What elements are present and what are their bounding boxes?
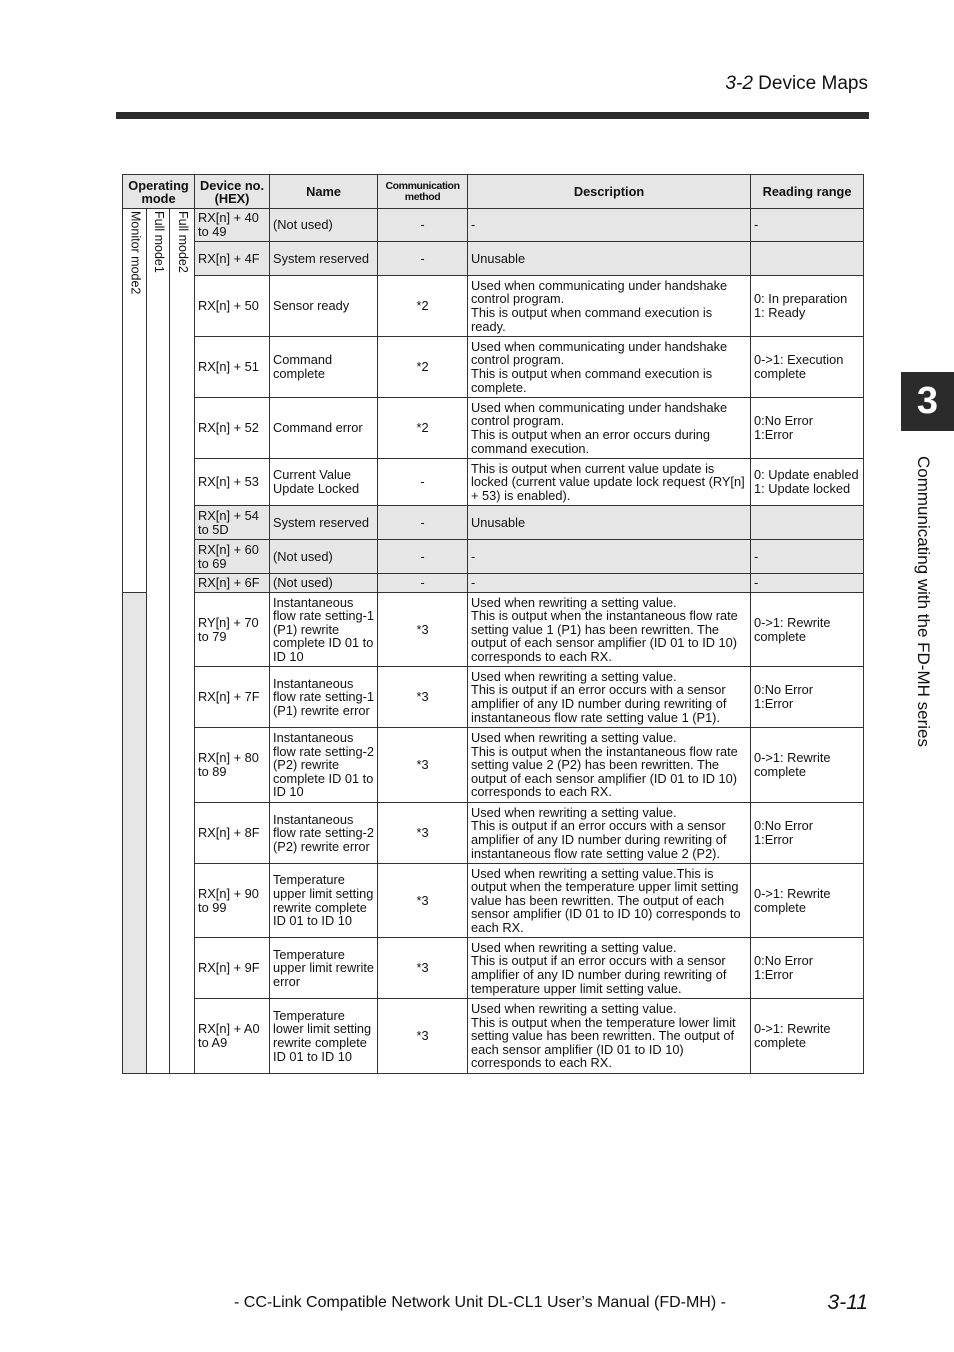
description-cell: Used when rewriting a setting value. This is output when the instantaneous flow rate setting value 2 (P2) has been rewritten. The output of each sensor amplifier (ID 01 to ID 10) corresponds to each RX. (468, 728, 751, 803)
name-cell: Temperature upper limit rewrite error (270, 938, 378, 999)
table-row (123, 337, 864, 398)
device-no-cell: RX[n] + 4F (195, 242, 270, 276)
header-reading-range: Reading range (751, 175, 864, 209)
name-cell: Temperature upper limit setting rewrite complete ID 01 to ID 10 (270, 864, 378, 938)
header-name: Name (270, 175, 378, 209)
section-number: 3-2 (725, 73, 753, 94)
name-cell: (Not used) (270, 574, 378, 593)
description-cell: Used when rewriting a setting value. This is output if an error occurs with a sensor amplifier of any ID number during rewriting of instantaneous flow rate setting value 1 (P1). (468, 667, 751, 728)
table-row (123, 803, 864, 864)
comm-method-cell: - (378, 459, 468, 506)
comm-method-cell: - (378, 209, 468, 242)
header-communication-method: Communication method (378, 175, 468, 209)
description-cell: Used when communicating under handshake control program. This is output when command execution is ready. (468, 276, 751, 337)
comm-method-cell: *3 (378, 864, 468, 938)
name-cell: Instantaneous flow rate setting-1 (P1) rewrite error (270, 667, 378, 728)
reading-range-cell: - (751, 209, 864, 242)
table-row (123, 864, 864, 938)
device-no-cell: RX[n] + 60 to 69 (195, 540, 270, 574)
reading-range-cell: 0->1: Execution complete (751, 337, 864, 398)
table-row (123, 574, 864, 593)
table-row (123, 593, 864, 667)
table-row (123, 459, 864, 506)
mode-monitor2-label: Monitor mode2 (128, 211, 143, 295)
mode-full2-label: Full mode2 (175, 211, 190, 273)
device-no-cell: RX[n] + 6F (195, 574, 270, 593)
description-cell: Used when communicating under handshake control program. This is output when command execution is complete. (468, 337, 751, 398)
comm-method-cell: - (378, 242, 468, 276)
device-no-cell: RX[n] + 53 (195, 459, 270, 506)
name-cell: System reserved (270, 506, 378, 540)
device-map-table (122, 174, 864, 1074)
name-cell: Command complete (270, 337, 378, 398)
description-cell: Used when rewriting a setting value. This is output when the temperature lower limit setting value has been rewritten. The output of each sensor amplifier (ID 01 to ID 10) corresponds to each RX. (468, 999, 751, 1074)
page-number: 3-11 (827, 1291, 868, 1314)
description-cell: Used when rewriting a setting value.This is output when the temperature upper limit setting value has been rewritten. The output of each sensor amplifier (ID 01 to ID 10) corresponds to each RX. (468, 864, 751, 938)
reading-range-cell: - (751, 540, 864, 574)
table-row (123, 728, 864, 803)
reading-range-cell: 0: In preparation 1: Ready (751, 276, 864, 337)
device-no-cell: RX[n] + 9F (195, 938, 270, 999)
device-no-cell: RY[n] + 70 to 79 (195, 593, 270, 667)
mode-full1-cell (147, 209, 170, 1074)
description-cell: Used when communicating under handshake control program. This is output when an error occurs during command execution. (468, 398, 751, 459)
comm-method-cell: *3 (378, 728, 468, 803)
comm-method-cell: *3 (378, 593, 468, 667)
name-cell: Command error (270, 398, 378, 459)
reading-range-cell: 0:No Error 1:Error (751, 667, 864, 728)
name-cell: Current Value Update Locked (270, 459, 378, 506)
name-cell: Sensor ready (270, 276, 378, 337)
table-header-row (123, 175, 864, 209)
table-row (123, 276, 864, 337)
description-cell: Used when rewriting a setting value. This is output if an error occurs with a sensor amplifier of any ID number during rewriting of instantaneous flow rate setting value 2 (P2). (468, 803, 751, 864)
comm-method-cell: - (378, 540, 468, 574)
chapter-side-label: Communicating with the FD-MH series (914, 456, 933, 747)
comm-method-cell: *2 (378, 276, 468, 337)
device-no-cell: RX[n] + 80 to 89 (195, 728, 270, 803)
header-operating-mode: Operating mode (123, 175, 195, 209)
header-device-no: Device no. (HEX) (195, 175, 270, 209)
description-cell: - (468, 209, 751, 242)
device-no-cell: RX[n] + 8F (195, 803, 270, 864)
description-cell: Unusable (468, 506, 751, 540)
device-no-cell: RX[n] + 7F (195, 667, 270, 728)
reading-range-cell: 0->1: Rewrite complete (751, 593, 864, 667)
comm-method-cell: - (378, 506, 468, 540)
reading-range-cell (751, 242, 864, 276)
reading-range-cell: 0:No Error 1:Error (751, 803, 864, 864)
table-row (123, 999, 864, 1074)
reading-range-cell: 0->1: Rewrite complete (751, 864, 864, 938)
comm-method-cell: *2 (378, 337, 468, 398)
footer-manual-title: - CC-Link Compatible Network Unit DL-CL1 User’s Manual (FD-MH) - (234, 1294, 726, 1311)
table-row (123, 667, 864, 728)
comm-method-cell: *3 (378, 667, 468, 728)
device-no-cell: RX[n] + 50 (195, 276, 270, 337)
chapter-tab: 3 (901, 372, 954, 431)
comm-method-cell: *3 (378, 938, 468, 999)
name-cell: Instantaneous flow rate setting-2 (P2) rewrite error (270, 803, 378, 864)
name-cell: (Not used) (270, 209, 378, 242)
reading-range-cell: 0->1: Rewrite complete (751, 999, 864, 1074)
table-row (123, 398, 864, 459)
comm-method-cell: - (378, 574, 468, 593)
comm-method-cell: *3 (378, 803, 468, 864)
table-row (123, 540, 864, 574)
device-no-cell: RX[n] + 54 to 5D (195, 506, 270, 540)
header-rule (116, 112, 869, 119)
reading-range-cell: 0: Update enabled 1: Update locked (751, 459, 864, 506)
name-cell: Instantaneous flow rate setting-1 (P1) rewrite complete ID 01 to ID 10 (270, 593, 378, 667)
reading-range-cell: 0:No Error 1:Error (751, 398, 864, 459)
mode-monitor2-cell (123, 209, 147, 593)
table-row (123, 242, 864, 276)
comm-method-cell: *3 (378, 999, 468, 1074)
device-no-cell: RX[n] + 40 to 49 (195, 209, 270, 242)
description-cell: - (468, 540, 751, 574)
description-cell: Used when rewriting a setting value. This is output if an error occurs with a sensor amplifier of any ID number during rewriting of temperature upper limit setting value. (468, 938, 751, 999)
section-header (725, 73, 868, 95)
mode-full1-label: Full mode1 (151, 211, 166, 273)
table-row (123, 938, 864, 999)
reading-range-cell: - (751, 574, 864, 593)
mode-monitor2-unavailable (123, 593, 147, 1074)
table-row (123, 209, 864, 242)
name-cell: Temperature lower limit setting rewrite complete ID 01 to ID 10 (270, 999, 378, 1074)
name-cell: System reserved (270, 242, 378, 276)
comm-method-cell: *2 (378, 398, 468, 459)
mode-full2-cell (170, 209, 195, 1074)
section-title: Device Maps (758, 73, 868, 94)
description-cell: Used when rewriting a setting value. This is output when the instantaneous flow rate setting value 1 (P1) has been rewritten. The output of each sensor amplifier (ID 01 to ID 10) corresponds to each RX. (468, 593, 751, 667)
description-cell: Unusable (468, 242, 751, 276)
description-cell: - (468, 574, 751, 593)
reading-range-cell: 0:No Error 1:Error (751, 938, 864, 999)
reading-range-cell (751, 506, 864, 540)
reading-range-cell: 0->1: Rewrite complete (751, 728, 864, 803)
device-no-cell: RX[n] + A0 to A9 (195, 999, 270, 1074)
description-cell: This is output when current value update is locked (current value update lock request (RY[n] + 53) is enabled). (468, 459, 751, 506)
header-description: Description (468, 175, 751, 209)
table-row (123, 506, 864, 540)
device-no-cell: RX[n] + 51 (195, 337, 270, 398)
device-no-cell: RX[n] + 90 to 99 (195, 864, 270, 938)
name-cell: Instantaneous flow rate setting-2 (P2) rewrite complete ID 01 to ID 10 (270, 728, 378, 803)
device-no-cell: RX[n] + 52 (195, 398, 270, 459)
name-cell: (Not used) (270, 540, 378, 574)
